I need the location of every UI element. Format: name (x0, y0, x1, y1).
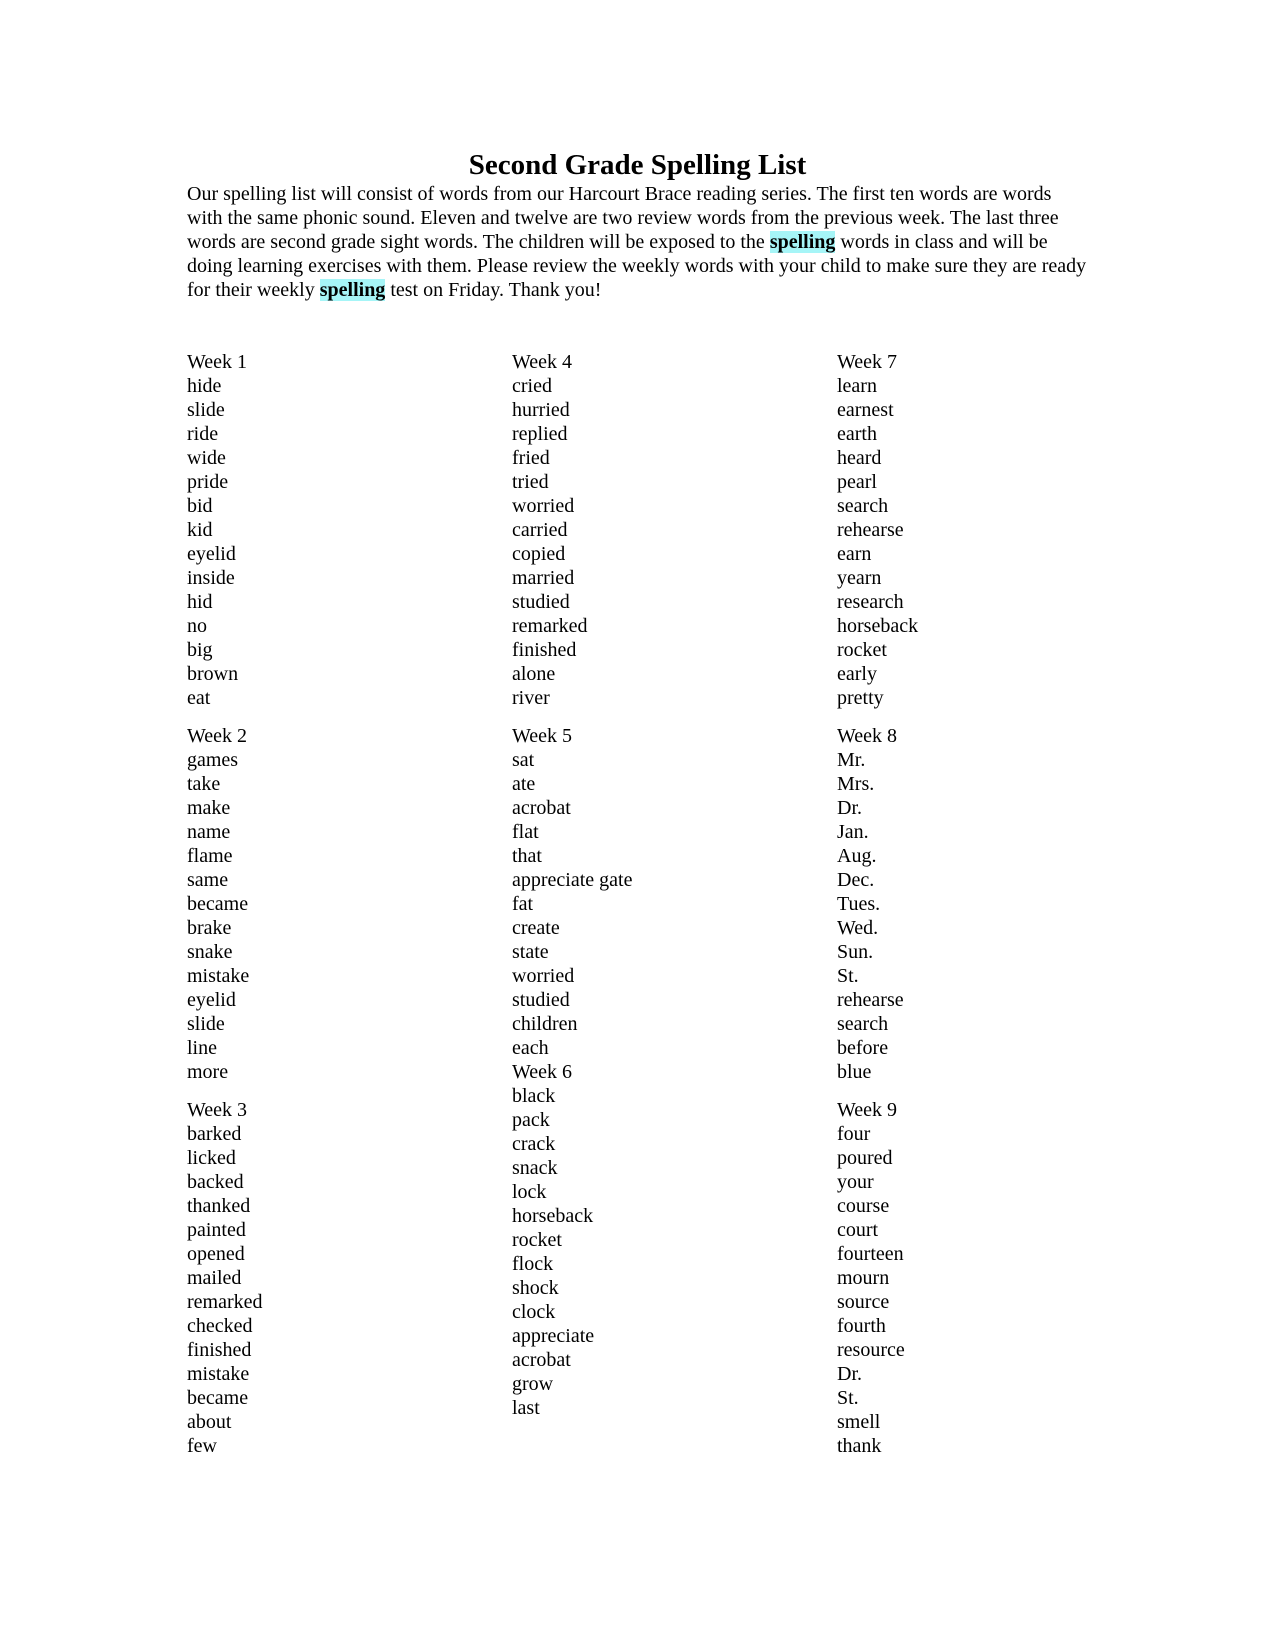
spelling-word: crack (512, 1133, 556, 1155)
spelling-word: appreciate (512, 1325, 595, 1347)
spelling-word: tried (512, 471, 549, 493)
spelling-word: eyelid (187, 989, 236, 1011)
week-column-1 (187, 350, 487, 1472)
spelling-word: name (187, 821, 231, 843)
spelling-word: appreciate gate (512, 869, 633, 891)
spelling-word: finished (512, 639, 577, 661)
spelling-word: sat (512, 749, 535, 771)
highlighted-word: spelling (769, 231, 836, 253)
spelling-word: about (187, 1411, 232, 1433)
spelling-word: earnest (837, 399, 894, 421)
spelling-word: checked (187, 1315, 253, 1337)
spelling-word: pretty (837, 687, 884, 709)
spelling-word: Sun. (837, 941, 874, 963)
spelling-word: ate (512, 773, 536, 795)
spelling-word: finished (187, 1339, 252, 1361)
spelling-word: worried (512, 965, 575, 987)
spelling-word: poured (837, 1147, 893, 1169)
spelling-word: St. (837, 1387, 859, 1409)
spelling-word: slide (187, 399, 225, 421)
spelling-word: rehearse (837, 519, 904, 541)
spelling-word: your (837, 1171, 874, 1193)
spelling-word: copied (512, 543, 566, 565)
spelling-word: eat (187, 687, 211, 709)
spelling-word: court (837, 1219, 879, 1241)
spelling-word: replied (512, 423, 568, 445)
spelling-word: mailed (187, 1267, 242, 1289)
spelling-word: heard (837, 447, 882, 469)
spelling-word: Dr. (837, 1363, 862, 1385)
week-title: Week 7 (837, 351, 898, 373)
spelling-word: ride (187, 423, 219, 445)
spelling-word: Mrs. (837, 773, 875, 795)
spelling-word: acrobat (512, 797, 571, 819)
week-block (512, 724, 812, 1060)
spelling-word: mistake (187, 1363, 250, 1385)
week-title: Week 3 (187, 1099, 248, 1121)
spelling-word: hide (187, 375, 222, 397)
spelling-word: fourth (837, 1315, 886, 1337)
intro-text-1: Our spelling list will consist of words from our Harcourt Brace reading series. The first ten words are words with the same phonic sound. Eleven and twelve are two review words from the previous week. The last three words are second grade sight words. The children will be exposed to the (187, 183, 1059, 253)
spelling-word: river (512, 687, 550, 709)
spelling-word: games (187, 749, 239, 771)
week-title: Week 1 (187, 351, 248, 373)
spelling-word: earth (837, 423, 877, 445)
spelling-word: flock (512, 1253, 554, 1275)
spelling-word: flat (512, 821, 539, 843)
spelling-word: Mr. (837, 749, 866, 771)
week-block (512, 350, 812, 710)
spelling-word: brown (187, 663, 239, 685)
spelling-word: learn (837, 375, 877, 397)
highlighted-word: spelling (319, 279, 386, 301)
spelling-word: licked (187, 1147, 236, 1169)
spelling-word: yearn (837, 567, 882, 589)
spelling-word: wide (187, 447, 226, 469)
spelling-word: rocket (837, 639, 887, 661)
spelling-word: worried (512, 495, 575, 517)
spelling-word: blue (837, 1061, 872, 1083)
spelling-word: slide (187, 1013, 225, 1035)
spelling-word: pride (187, 471, 229, 493)
spelling-word: snake (187, 941, 233, 963)
spelling-word: backed (187, 1171, 244, 1193)
spelling-word: barked (187, 1123, 242, 1145)
page-title: Second Grade Spelling List (468, 149, 807, 181)
spelling-word: more (187, 1061, 229, 1083)
spelling-word: search (837, 495, 889, 517)
spelling-word: make (187, 797, 231, 819)
week-block (187, 350, 487, 710)
spelling-word: that (512, 845, 542, 867)
spelling-word: research (837, 591, 904, 613)
intro-paragraph (187, 182, 1087, 302)
week-title: Week 9 (837, 1099, 898, 1121)
spelling-word: fat (512, 893, 534, 915)
spelling-word: children (512, 1013, 578, 1035)
spelling-word: eyelid (187, 543, 236, 565)
spelling-word: last (512, 1397, 540, 1419)
spelling-word: before (837, 1037, 889, 1059)
spelling-word: painted (187, 1219, 246, 1241)
spelling-word: no (187, 615, 207, 637)
spelling-word: Aug. (837, 845, 877, 867)
spelling-word: resource (837, 1339, 905, 1361)
week-block (837, 724, 1137, 1084)
spelling-word: fried (512, 447, 550, 469)
spelling-word: course (837, 1195, 890, 1217)
spelling-word: alone (512, 663, 556, 685)
spelling-word: snack (512, 1157, 558, 1179)
week-block (837, 350, 1137, 710)
spelling-word: smell (837, 1411, 881, 1433)
week-title: Week 8 (837, 725, 898, 747)
week-column-3 (837, 350, 1137, 1472)
spelling-word: bid (187, 495, 213, 517)
spelling-word: pack (512, 1109, 550, 1131)
spelling-word: black (512, 1085, 556, 1107)
spelling-word: opened (187, 1243, 245, 1265)
spelling-word: studied (512, 989, 570, 1011)
spelling-word: four (837, 1123, 871, 1145)
spelling-word: remarked (187, 1291, 263, 1313)
spelling-word: rehearse (837, 989, 904, 1011)
spelling-word: mistake (187, 965, 250, 987)
spelling-word: Jan. (837, 821, 869, 843)
week-block (187, 1098, 487, 1458)
spelling-word: early (837, 663, 877, 685)
spelling-word: same (187, 869, 229, 891)
week-title: Week 6 (512, 1061, 573, 1083)
spelling-word: horseback (837, 615, 919, 637)
spelling-word: Wed. (837, 917, 879, 939)
spelling-word: each (512, 1037, 549, 1059)
spelling-word: mourn (837, 1267, 890, 1289)
week-title: Week 5 (512, 725, 573, 747)
spelling-word: search (837, 1013, 889, 1035)
spelling-word: hurried (512, 399, 570, 421)
week-column-2 (512, 350, 812, 1434)
spelling-word: grow (512, 1373, 554, 1395)
spelling-word: big (187, 639, 213, 661)
spelling-word: create (512, 917, 560, 939)
spelling-word: St. (837, 965, 859, 987)
spelling-word: thanked (187, 1195, 251, 1217)
spelling-word: fourteen (837, 1243, 904, 1265)
week-block (512, 1060, 812, 1420)
spelling-word: shock (512, 1277, 559, 1299)
spelling-word: married (512, 567, 575, 589)
spelling-word: thank (837, 1435, 882, 1457)
week-title: Week 4 (512, 351, 573, 373)
spelling-word: line (187, 1037, 217, 1059)
week-block (187, 724, 487, 1084)
spelling-word: inside (187, 567, 235, 589)
spelling-word: acrobat (512, 1349, 571, 1371)
spelling-word: Tues. (837, 893, 881, 915)
spelling-word: take (187, 773, 221, 795)
intro-text-3: test on Friday. Thank you! (385, 279, 602, 301)
spelling-word: brake (187, 917, 232, 939)
spelling-word: studied (512, 591, 570, 613)
spelling-word: source (837, 1291, 890, 1313)
spelling-word: rocket (512, 1229, 562, 1251)
spelling-word: flame (187, 845, 233, 867)
spelling-word: Dr. (837, 797, 862, 819)
spelling-word: few (187, 1435, 217, 1457)
spelling-word: became (187, 1387, 249, 1409)
spelling-word: clock (512, 1301, 556, 1323)
week-title: Week 2 (187, 725, 248, 747)
spelling-word: carried (512, 519, 568, 541)
spelling-word: state (512, 941, 549, 963)
week-block (837, 1098, 1137, 1458)
spelling-word: earn (837, 543, 872, 565)
spelling-word: cried (512, 375, 552, 397)
spelling-word: remarked (512, 615, 588, 637)
spelling-word: became (187, 893, 249, 915)
spelling-word: horseback (512, 1205, 594, 1227)
spelling-word: pearl (837, 471, 877, 493)
spelling-word: lock (512, 1181, 547, 1203)
spelling-word: hid (187, 591, 213, 613)
spelling-word: kid (187, 519, 213, 541)
spelling-word: Dec. (837, 869, 875, 891)
intro-text-2: words in class and will be doing learning exercises with them. Please review the weekly words with your child to make sure they are ready for their weekly (187, 231, 1087, 301)
